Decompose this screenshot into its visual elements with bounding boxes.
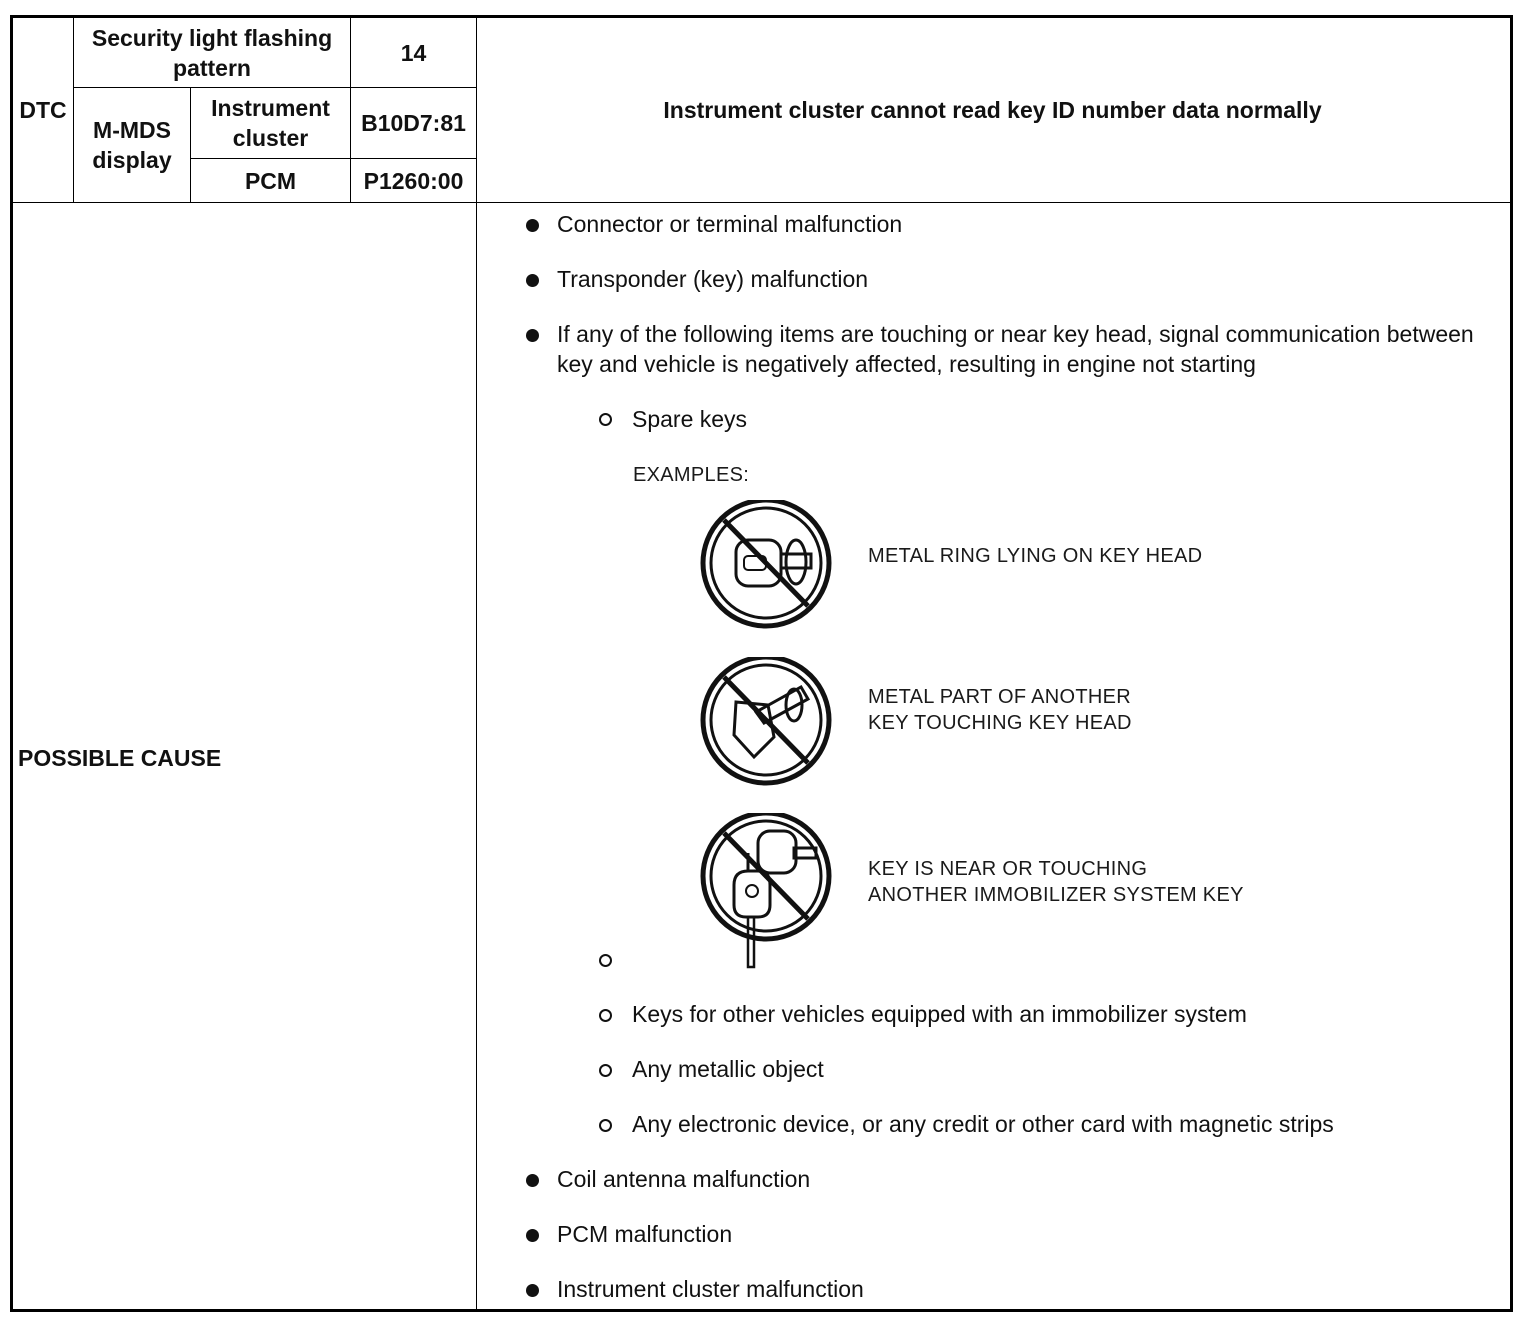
grid-line: [476, 17, 477, 1309]
cause-item: If any of the following items are touching or near key head, signal communication between key and vehicle is negatively affected, resulting in engine not starting: [557, 321, 1474, 377]
example-label: KEY IS NEAR OR TOUCHING ANOTHER IMMOBILIZER SYSTEM KEY: [868, 858, 1244, 906]
cause-item: Connector or terminal malfunction: [557, 211, 903, 237]
prohibited-metal-ring-icon: [696, 500, 836, 630]
bullet-icon: [526, 1174, 539, 1187]
sub-bullet-icon: [599, 1119, 612, 1132]
cause-item: PCM malfunction: [557, 1221, 733, 1247]
sub-bullet-icon: [599, 413, 612, 426]
bullet-icon: [526, 1284, 539, 1297]
dtc-description: Instrument cluster cannot read key ID number data normally: [663, 97, 1322, 123]
cause-sub-item: Keys for other vehicles equipped with an immobilizer system: [632, 1001, 1247, 1027]
sub-bullet-icon: [599, 1009, 612, 1022]
cause-sub-item: Any metallic object: [632, 1056, 824, 1082]
sub-bullet-icon: [599, 954, 612, 967]
security-light-value: 14: [400, 39, 427, 66]
cause-item: Instrument cluster malfunction: [557, 1276, 864, 1302]
bullet-icon: [526, 274, 539, 287]
pcm-label: PCM: [244, 167, 297, 194]
cause-sub-item: Any electronic device, or any credit or other card with magnetic strips: [632, 1111, 1334, 1137]
instrument-cluster-label: Instrument cluster: [211, 95, 330, 151]
example-label: METAL RING LYING ON KEY HEAD: [868, 545, 1203, 567]
cause-item: Coil antenna malfunction: [557, 1166, 811, 1192]
security-light-label: Security light flashing pattern: [91, 24, 333, 81]
cause-item: Transponder (key) malfunction: [557, 266, 869, 292]
cause-sub-item: Spare keys: [632, 406, 748, 432]
prohibited-key-near-icon: [696, 813, 836, 971]
instrument-cluster-code: B10D7:81: [361, 110, 466, 136]
possible-cause-label: POSSIBLE CAUSE: [18, 745, 222, 771]
bullet-icon: [526, 329, 539, 342]
dtc-label: DTC: [19, 97, 67, 123]
mmds-display-label: M-MDS display: [92, 117, 172, 173]
example-label: METAL PART OF ANOTHER KEY TOUCHING KEY HEAD: [868, 686, 1132, 734]
grid-line: [12, 202, 1511, 203]
bullet-icon: [526, 1229, 539, 1242]
examples-heading: EXAMPLES:: [633, 464, 750, 486]
sub-bullet-icon: [599, 1064, 612, 1077]
pcm-code: P1260:00: [363, 167, 464, 194]
bullet-icon: [526, 219, 539, 232]
prohibited-metal-part-icon: [696, 657, 836, 787]
